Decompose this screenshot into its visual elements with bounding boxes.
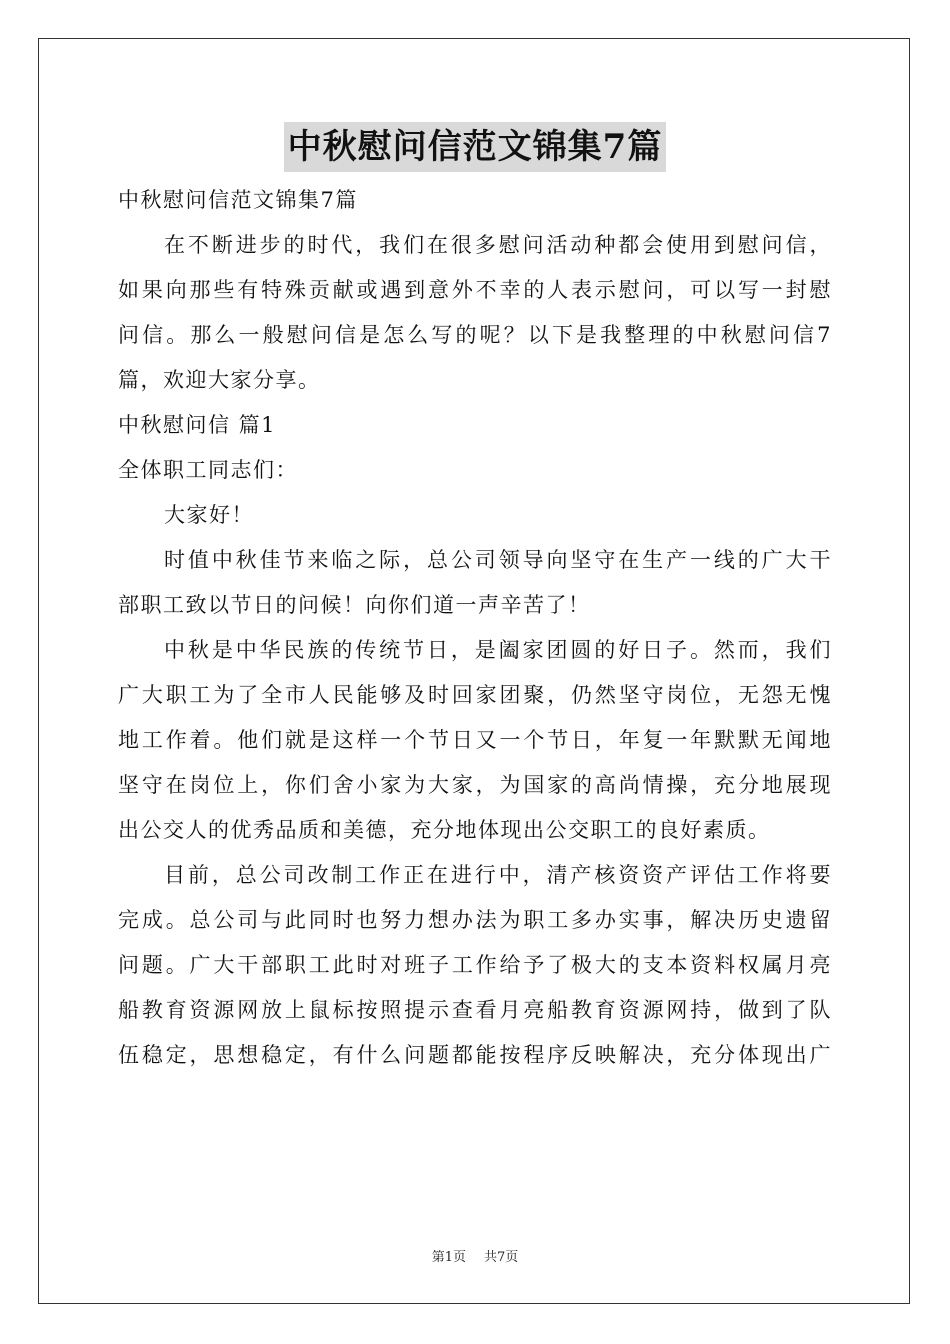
body-line: 地工作着。他们就是这样一个节日又一个节日，年复一年默默无闻地 [118,728,832,752]
body-line: 坚守在岗位上，你们舍小家为大家，为国家的高尚情操，充分地展现 [118,773,832,797]
body-line: 伍稳定，思想稳定，有什么问题都能按程序反映解决，充分体现出广 [118,1043,832,1067]
body-line: 大家好！ [164,503,254,527]
body-line: 出公交人的优秀品质和美德，充分地体现出公交职工的良好素质。 [118,818,771,842]
body-line: 部职工致以节日的问候！向你们道一声辛苦了！ [118,593,591,617]
body-line: 时值中秋佳节来临之际，总公司领导向坚守在生产一线的广大干 [164,548,832,572]
body-line: 完成。总公司与此同时也努力想办法为职工多办实事，解决历史遗留 [118,908,832,932]
body-line: 船教育资源网放上鼠标按照提示查看月亮船教育资源网持，做到了队 [118,998,832,1022]
body-line: 问题。广大干部职工此时对班子工作给予了极大的支本资料权属月亮 [118,953,832,977]
body-line: 广大职工为了全市人民能够及时回家团聚，仍然坚守岗位，无怨无愧 [118,683,832,707]
body-line: 问信。那么一般慰问信是怎么写的呢？以下是我整理的中秋慰问信7 [118,323,832,347]
body-line: 中秋是中华民族的传统节日，是阖家团圆的好日子。然而，我们 [164,638,832,662]
title-area [0,122,950,172]
page-footer [0,1248,950,1268]
document-body [118,178,832,1078]
body-line: 中秋慰问信范文锦集7篇 [118,188,358,212]
page-number-total: 共7页 [484,1250,519,1265]
body-line: 如果向那些有特殊贡献或遇到意外不幸的人表示慰问，可以写一封慰 [118,278,832,302]
body-line: 全体职工同志们： [118,458,298,482]
document-title: 中秋慰问信范文锦集7篇 [284,122,667,172]
body-line: 在不断进步的时代，我们在很多慰问活动种都会使用到慰问信， [164,233,832,257]
body-line: 中秋慰问信 篇1 [118,413,277,437]
page-number-current: 第1页 [431,1250,466,1265]
body-line: 篇，欢迎大家分享。 [118,368,321,392]
body-line: 目前，总公司改制工作正在进行中，清产核资资产评估工作将要 [164,863,832,887]
